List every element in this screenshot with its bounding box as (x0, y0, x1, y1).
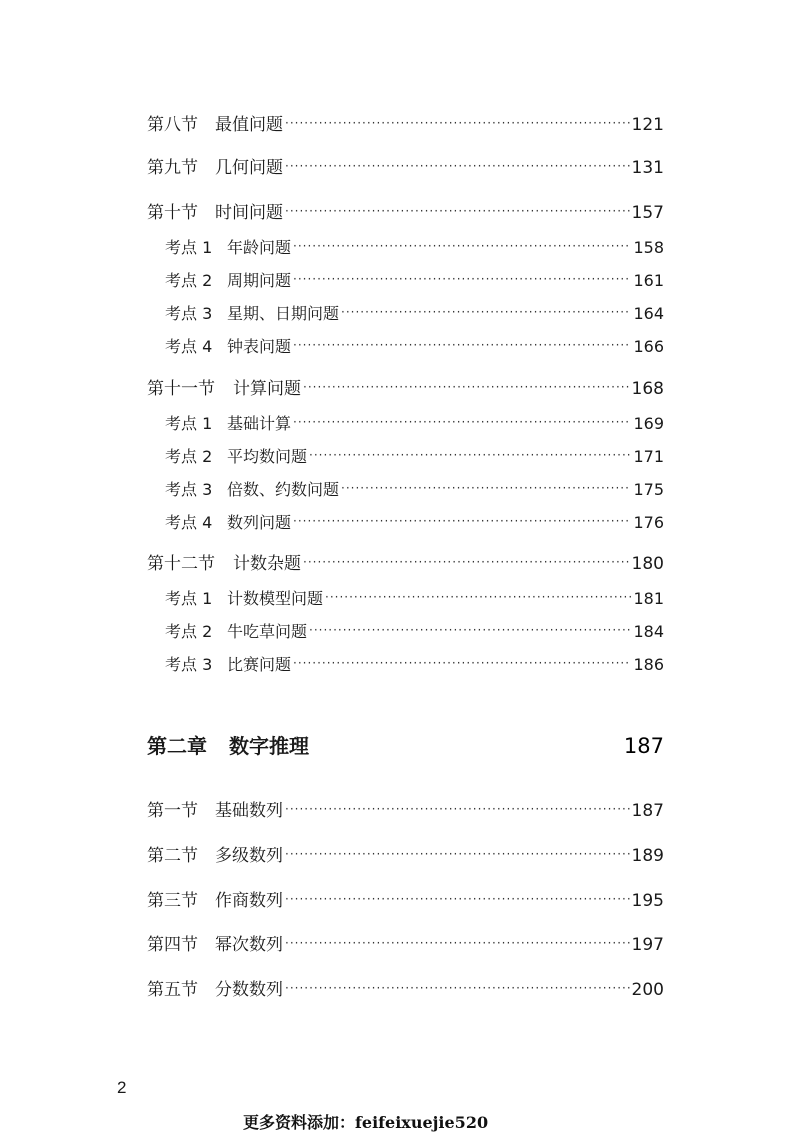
toc-entry-title: 平均数问题 (227, 447, 308, 466)
toc-entry-label: 考点 2 (165, 622, 213, 641)
toc-entry-label: 第一节 (147, 801, 198, 821)
toc-dot-leader (285, 886, 630, 912)
toc-entry-page-number: 175 (633, 480, 664, 499)
toc-entry-page-number: 176 (633, 513, 664, 532)
toc-section-entry (147, 112, 664, 138)
toc-entry-label: 考点 4 (165, 337, 213, 356)
toc-section-entry (147, 977, 664, 1003)
toc-section-entry (147, 551, 664, 577)
toc-point-entry (165, 411, 664, 437)
toc-section-entry (147, 376, 664, 402)
toc-point-entry (165, 235, 664, 261)
toc-entry-label: 第九节 (147, 158, 198, 178)
toc-entry-title: 周期问题 (227, 271, 292, 290)
toc-entry-page-number: 169 (633, 414, 664, 433)
toc-entry-page-number: 161 (633, 271, 664, 290)
toc-entry-page-number: 195 (631, 891, 664, 911)
toc-entry-page-number: 189 (631, 846, 664, 866)
toc-entry-title: 基础计算 (227, 414, 292, 433)
toc-entry-title: 分数数列 (215, 980, 283, 1000)
toc-entry-label: 考点 3 (165, 304, 213, 323)
toc-entry-title: 比赛问题 (227, 655, 292, 674)
toc-point-entry (165, 477, 664, 503)
toc-dot-leader (293, 233, 631, 259)
toc-entry-page-number: 180 (631, 554, 664, 574)
toc-entry-page-number: 166 (633, 337, 664, 356)
toc-dot-leader (285, 198, 630, 224)
toc-entry-label: 第十二节 (147, 554, 215, 574)
toc-entry-title: 倍数、约数问题 (227, 480, 340, 499)
toc-dot-leader (293, 409, 631, 435)
toc-entry-title: 数列问题 (227, 513, 292, 532)
toc-dot-leader (309, 442, 631, 468)
toc-point-entry (165, 268, 664, 294)
toc-entry-title: 钟表问题 (227, 337, 292, 356)
toc-entry-page-number: 184 (633, 622, 664, 641)
toc-section-entry (147, 200, 664, 226)
toc-entry-page-number: 158 (633, 238, 664, 257)
toc-entry-page-number: 121 (631, 115, 664, 135)
toc-entry-page-number: 187 (631, 801, 664, 821)
toc-entry-page-number: 200 (631, 980, 664, 1000)
toc-entry-label: 考点 1 (165, 414, 213, 433)
toc-entry-label: 第三节 (147, 891, 198, 911)
toc-entry-label: 第八节 (147, 115, 198, 135)
toc-entry-label: 考点 2 (165, 271, 213, 290)
toc-entry-page-number: 131 (631, 158, 664, 178)
toc-section-entry (147, 155, 664, 181)
toc-dot-leader (341, 475, 631, 501)
toc-entry-label: 考点 3 (165, 655, 213, 674)
toc-section-entry (147, 843, 664, 869)
toc-entry-title: 基础数列 (215, 801, 283, 821)
toc-dot-leader (285, 841, 630, 867)
toc-dot-leader (325, 584, 631, 610)
toc-entry-label: 第十节 (147, 203, 198, 223)
toc-point-entry (165, 444, 664, 470)
toc-entry-page-number: 181 (633, 589, 664, 608)
toc-entry-label: 第四节 (147, 935, 198, 955)
chapter-label: 第二章 (147, 734, 207, 758)
toc-entry-title: 几何问题 (215, 158, 283, 178)
toc-entry-title: 计算问题 (233, 379, 301, 399)
toc-entry-page-number: 197 (631, 935, 664, 955)
footer-note: 更多资料添加：feifeixuejie520 (243, 1113, 489, 1132)
toc-entry-page-number: 168 (631, 379, 664, 399)
toc-dot-leader (285, 975, 630, 1001)
toc-section-entry (147, 888, 664, 914)
toc-dot-leader (285, 796, 630, 822)
toc-entry-label: 考点 1 (165, 589, 213, 608)
toc-dot-leader (285, 930, 630, 956)
toc-entry-title: 最值问题 (215, 115, 283, 135)
toc-dot-leader (285, 110, 630, 136)
toc-point-entry (165, 334, 664, 360)
toc-dot-leader (293, 650, 631, 676)
page-number: 2 (117, 1078, 127, 1097)
toc-entry-title: 多级数列 (215, 846, 283, 866)
toc-entry-title: 星期、日期问题 (227, 304, 340, 323)
toc-dot-leader (293, 508, 631, 534)
chapter-title: 数字推理 (229, 734, 309, 758)
toc-point-entry (165, 619, 664, 645)
toc-entry-label: 第十一节 (147, 379, 215, 399)
toc-section-entry (147, 798, 664, 824)
toc-entry-title: 时间问题 (215, 203, 283, 223)
toc-point-entry (165, 586, 664, 612)
toc-entry-title: 计数杂题 (233, 554, 301, 574)
chapter-page-number: 187 (623, 734, 664, 758)
toc-entry-page-number: 186 (633, 655, 664, 674)
toc-entry-page-number: 164 (633, 304, 664, 323)
toc-entry-label: 第五节 (147, 980, 198, 1000)
toc-entry-page-number: 171 (633, 447, 664, 466)
toc-entry-label: 考点 3 (165, 480, 213, 499)
toc-entry-label: 考点 2 (165, 447, 213, 466)
toc-dot-leader (309, 617, 631, 643)
toc-entry-title: 计数模型问题 (227, 589, 324, 608)
toc-point-entry (165, 510, 664, 536)
toc-section-entry (147, 932, 664, 958)
toc-entry-page-number: 157 (631, 203, 664, 223)
toc-point-entry (165, 301, 664, 327)
toc-dot-leader (285, 153, 630, 179)
toc-dot-leader (293, 266, 631, 292)
toc-entry-title: 年龄问题 (227, 238, 292, 257)
toc-entry-label: 考点 4 (165, 513, 213, 532)
toc-dot-leader (303, 374, 630, 400)
toc-dot-leader (341, 299, 631, 325)
toc-dot-leader (293, 332, 631, 358)
toc-entry-label: 考点 1 (165, 238, 213, 257)
toc-entry-title: 作商数列 (215, 891, 283, 911)
chapter-heading (147, 730, 664, 762)
toc-entry-label: 第二节 (147, 846, 198, 866)
toc-point-entry (165, 652, 664, 678)
toc-dot-leader (303, 549, 630, 575)
toc-entry-title: 幂次数列 (215, 935, 283, 955)
toc-entry-title: 牛吃草问题 (227, 622, 308, 641)
